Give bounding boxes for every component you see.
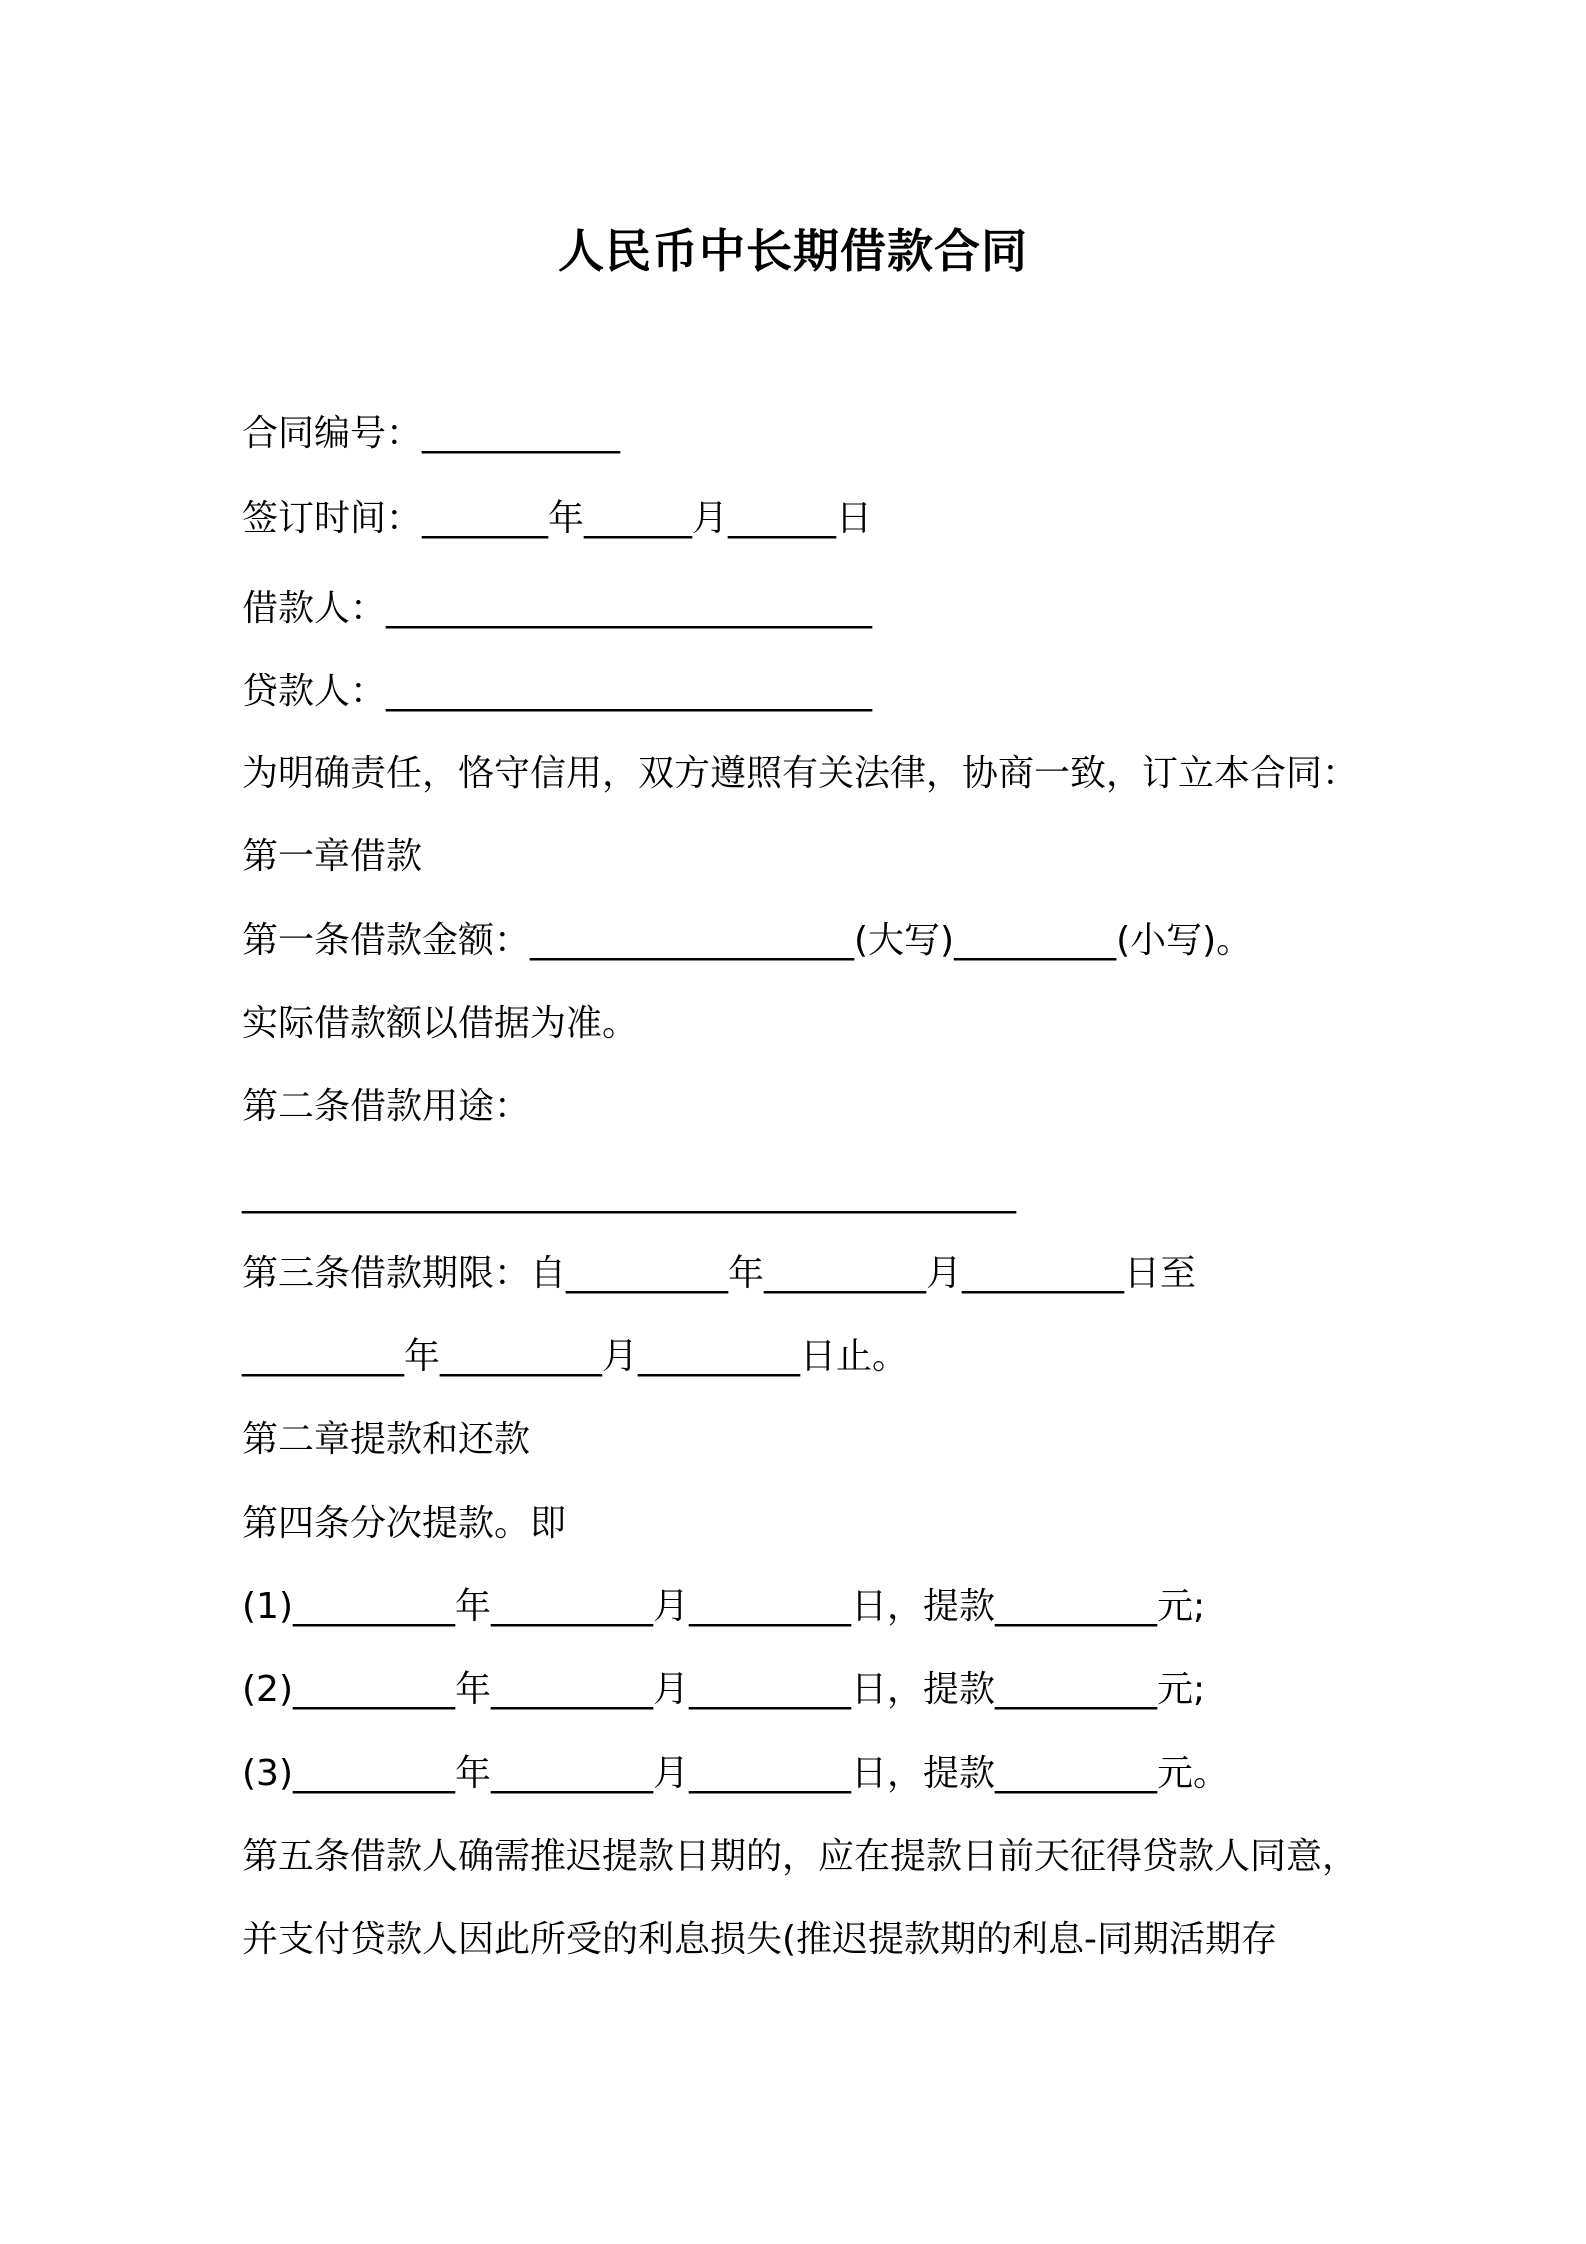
signing-date-line: 签订时间：_______年______月______日	[242, 498, 873, 539]
article-5-line: 第五条借款人确需推迟提款日期的，应在提款日前天征得贷款人同意，	[242, 1836, 1359, 1877]
article-3-line: 第三条借款期限：自_________年_________月_________日至	[242, 1253, 1197, 1294]
article-1-line: 第一条借款金额：__________________(大写)_________(小写)。	[242, 920, 1253, 961]
chapter-2-heading: 第二章提款和还款	[242, 1419, 531, 1460]
drawdown-item-2: (2)_________年_________月_________日，提款_________元;	[242, 1669, 1206, 1710]
purpose-blank-line: ___________________________________________	[242, 1173, 1016, 1214]
borrower-line: 借款人：___________________________	[242, 588, 873, 629]
article-1-note: 实际借款额以借据为准。	[242, 1003, 639, 1044]
lender-line: 贷款人：___________________________	[242, 671, 873, 712]
preamble-line: 为明确责任，恪守信用，双方遵照有关法律，协商一致，订立本合同：	[242, 753, 1359, 794]
drawdown-item-3: (3)_________年_________月_________日，提款_________元。	[242, 1753, 1229, 1794]
article-4-line: 第四条分次提款。即	[242, 1503, 567, 1544]
article-2-line: 第二条借款用途：	[242, 1086, 531, 1127]
article-5-continuation: 并支付贷款人因此所受的利息损失(推迟提款期的利息-同期活期存	[242, 1919, 1278, 1960]
document-title: 人民币中长期借款合同	[558, 224, 1028, 278]
chapter-1-heading: 第一章借款	[242, 836, 423, 877]
article-3-end-line: _________年_________月_________日止。	[242, 1336, 909, 1377]
drawdown-item-1: (1)_________年_________月_________日，提款_________元;	[242, 1586, 1206, 1627]
contract-number-line: 合同编号：___________	[242, 413, 621, 454]
